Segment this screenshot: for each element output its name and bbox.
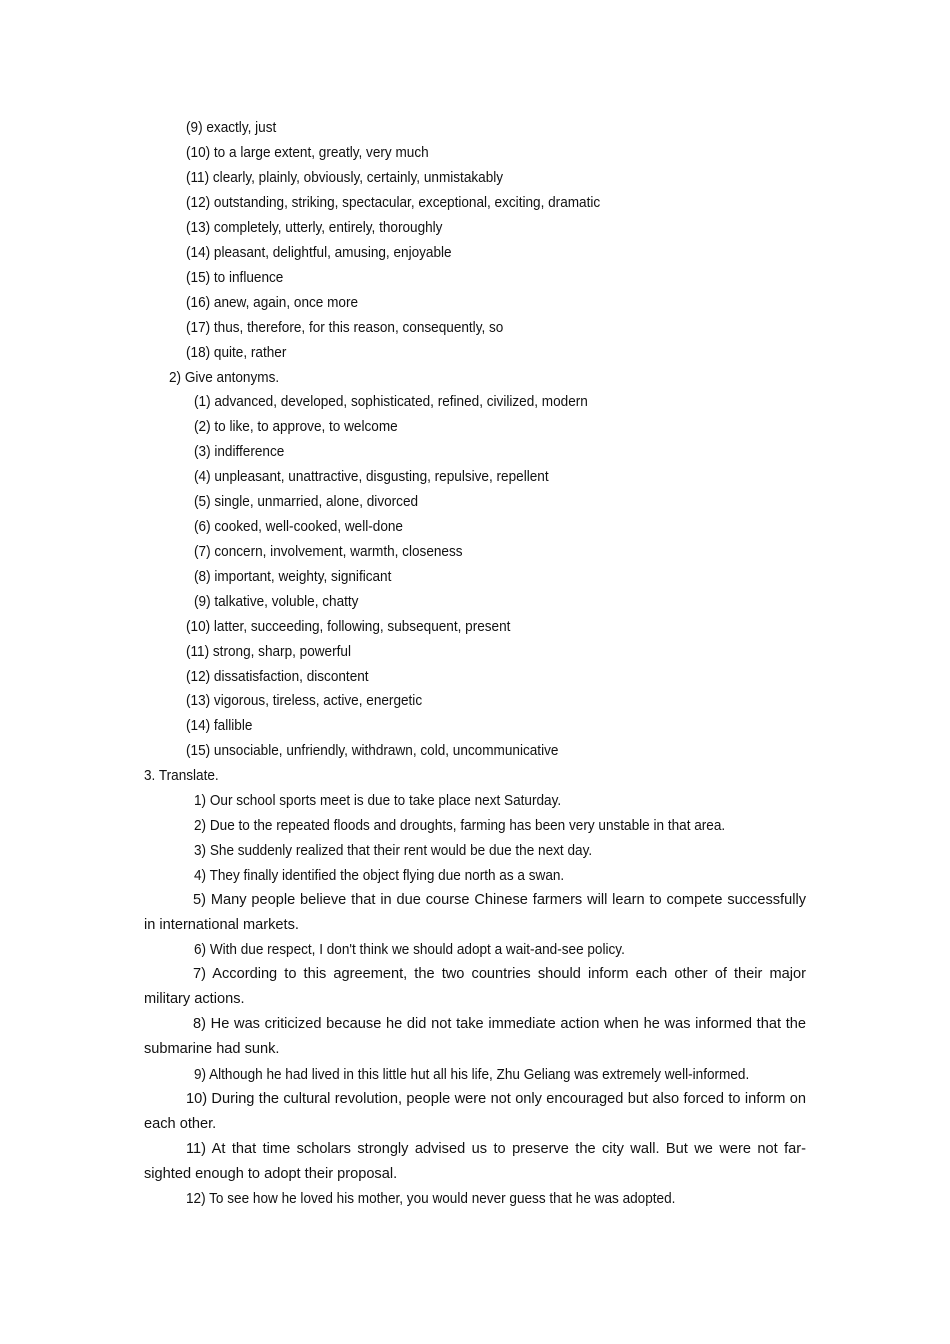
synonym-item-10: (10) to a large extent, greatly, very much	[186, 145, 429, 161]
antonym-item-11: (11) strong, sharp, powerful	[186, 644, 351, 660]
synonym-item-16: (16) anew, again, once more	[186, 295, 359, 311]
synonym-item-15: (15) to influence	[186, 270, 284, 286]
antonyms-heading: 2) Give antonyms.	[169, 370, 280, 386]
antonym-item-3: (3) indifference	[194, 444, 285, 460]
antonym-item-4: (4) unpleasant, unattractive, disgusting, repulsive, repellent	[194, 469, 549, 485]
synonym-item-12: (12) outstanding, striking, spectacular, exceptional, exciting, dramatic	[186, 195, 601, 211]
antonym-item-5: (5) single, unmarried, alone, divorced	[194, 494, 419, 510]
antonym-item-14: (14) fallible	[186, 718, 253, 734]
synonym-item-11: (11) clearly, plainly, obviously, certainly, unmistakably	[186, 170, 504, 186]
translate-item-9: 9) Although he had lived in this little hut all his life, Zhu Geliang was extremely well-informed.	[194, 1067, 750, 1083]
translate-item-2: 2) Due to the repeated floods and droughts, farming has been very unstable in that area.	[194, 818, 726, 834]
translate-item-5: 5) Many people believe that in due course Chinese farmers will learn to compete successfully in international markets.	[144, 892, 806, 933]
antonym-item-10: (10) latter, succeeding, following, subsequent, present	[186, 619, 511, 635]
synonym-item-13: (13) completely, utterly, entirely, thoroughly	[186, 220, 443, 236]
antonym-item-9: (9) talkative, voluble, chatty	[194, 594, 359, 610]
translate-item-10: 10) During the cultural revolution, people were not only encouraged but also forced to inform on each other.	[144, 1091, 806, 1132]
translate-item-3: 3) She suddenly realized that their rent would be due the next day.	[194, 843, 593, 859]
antonym-item-13: (13) vigorous, tireless, active, energetic	[186, 693, 423, 709]
antonym-item-8: (8) important, weighty, significant	[194, 569, 392, 585]
antonym-item-15: (15) unsociable, unfriendly, withdrawn, cold, uncommunicative	[186, 743, 559, 759]
antonym-item-7: (7) concern, involvement, warmth, closeness	[194, 544, 463, 560]
translate-item-7: 7) According to this agreement, the two countries should inform each other of their major military actions.	[144, 966, 806, 1007]
translate-item-1: 1) Our school sports meet is due to take place next Saturday.	[194, 793, 562, 809]
antonym-item-1: (1) advanced, developed, sophisticated, refined, civilized, modern	[194, 394, 588, 410]
antonym-item-2: (2) to like, to approve, to welcome	[194, 419, 398, 435]
translate-item-11: 11) At that time scholars strongly advised us to preserve the city wall. But we were not far-sighted enough to adopt their proposal.	[144, 1141, 806, 1182]
synonym-item-14: (14) pleasant, delightful, amusing, enjoyable	[186, 245, 452, 261]
translate-item-4: 4) They finally identified the object flying due north as a swan.	[194, 868, 565, 884]
synonym-item-17: (17) thus, therefore, for this reason, consequently, so	[186, 320, 504, 336]
synonym-item-9: (9) exactly, just	[186, 120, 277, 136]
translate-item-8: 8) He was criticized because he did not take immediate action when he was informed that the submarine had sunk.	[144, 1016, 806, 1057]
antonym-item-6: (6) cooked, well-cooked, well-done	[194, 519, 403, 535]
translate-item-6: 6) With due respect, I don't think we should adopt a wait-and-see policy.	[194, 942, 625, 958]
translate-item-12: 12) To see how he loved his mother, you would never guess that he was adopted.	[186, 1191, 676, 1207]
translate-heading: 3. Translate.	[144, 768, 219, 784]
antonym-item-12: (12) dissatisfaction, discontent	[186, 669, 369, 685]
synonym-item-18: (18) quite, rather	[186, 345, 287, 361]
